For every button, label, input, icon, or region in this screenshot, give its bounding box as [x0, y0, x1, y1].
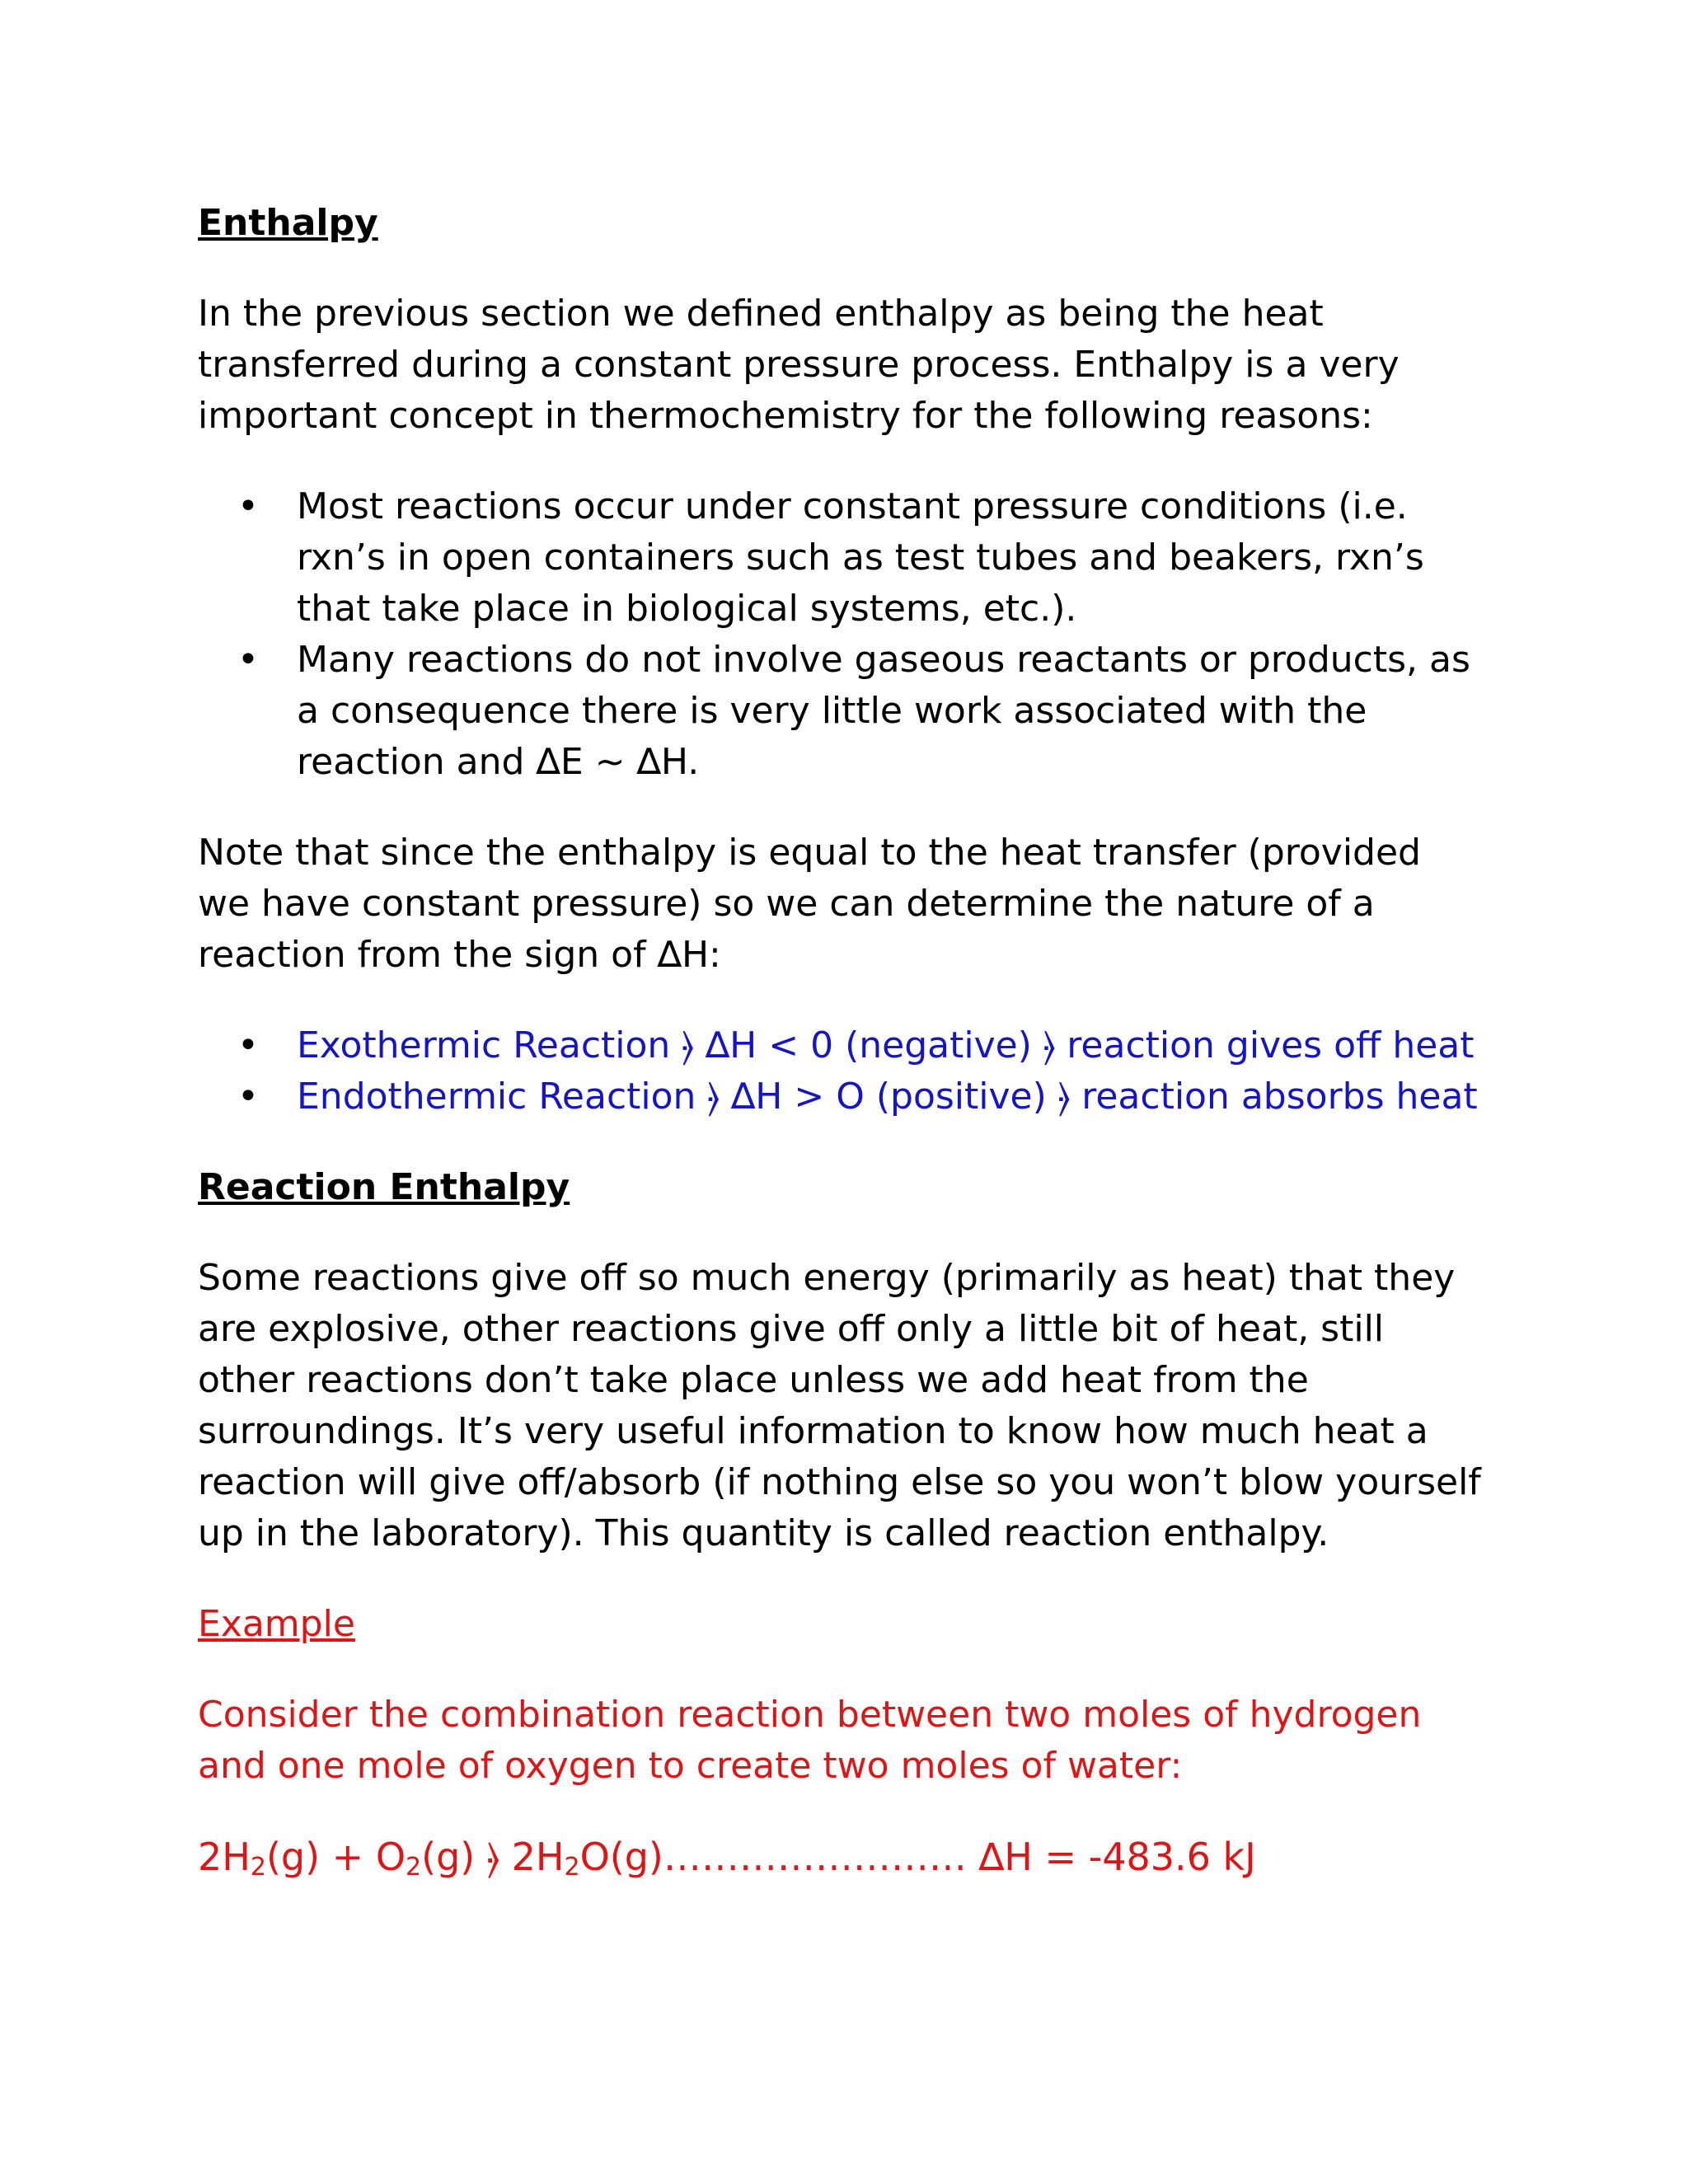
intro-paragraph: In the previous section we defined enthalpy as being the heat transferred during a constant pressure process. Enthalpy is a very important concept in thermochemistry for the following reasons:: [198, 293, 1400, 437]
equation-subscript: 2: [564, 1853, 580, 1882]
equation-subscript: 2: [406, 1853, 422, 1882]
bullet-icon: •: [237, 485, 259, 527]
section-heading-reaction-enthalpy: Reaction Enthalpy: [198, 1166, 570, 1208]
sign-rules-list: [198, 1020, 1484, 1122]
list-item-text: Many reactions do not involve gaseous reactants or products, as a consequence there is very little work associated with the reaction and ∆E ~ ∆H.: [297, 639, 1470, 783]
bullet-icon: •: [237, 639, 259, 681]
list-item: [198, 1071, 1484, 1122]
exothermic-rule: Exothermic Reaction ⦒ ∆H < 0 (negative) ⦒ reaction gives off heat: [297, 1024, 1475, 1066]
reasons-list: [198, 481, 1484, 788]
list-item-text: Most reactions occur under constant pressure conditions (i.e. rxn’s in open containers such as test tubes and beakers, rxn’s that take place in biological systems, etc.).: [297, 485, 1424, 630]
page-title: Enthalpy: [198, 202, 378, 244]
bullet-icon: •: [237, 1024, 259, 1066]
reaction-equation: [198, 1831, 1484, 1882]
list-item: [198, 635, 1484, 788]
equation-part: (g) + O: [265, 1835, 406, 1879]
reaction-enthalpy-paragraph: Some reactions give off so much energy (primarily as heat) that they are explosive, other reactions give off only a little bit of heat, still other reactions don’t take place unless we add heat from the surroundings. It’s very useful information to know how much heat a reaction will give off/absorb (if nothing else so you won’t blow yourself up in the laboratory). This quantity is called reaction enthalpy.: [198, 1257, 1481, 1554]
equation-part: O(g)…………………… ∆H = -483.6 kJ: [579, 1835, 1256, 1879]
list-item: [198, 1020, 1484, 1071]
document-page: [198, 198, 1484, 1882]
bullet-icon: •: [237, 1076, 259, 1118]
endothermic-rule: Endothermic Reaction ⦒ ∆H > O (positive) ⦒ reaction absorbs heat: [297, 1076, 1478, 1118]
example-label: Example: [198, 1603, 355, 1645]
equation-part: 2H: [198, 1835, 251, 1879]
note-paragraph: Note that since the enthalpy is equal to the heat transfer (provided we have constant pressure) so we can determine the nature of a reaction from the sign of ∆H:: [198, 832, 1421, 976]
example-paragraph: Consider the combination reaction between two moles of hydrogen and one mole of oxygen to create two moles of water:: [198, 1694, 1422, 1787]
list-item: [198, 481, 1484, 635]
equation-part: (g) ⦒ 2H: [421, 1835, 565, 1879]
equation-subscript: 2: [250, 1853, 266, 1882]
